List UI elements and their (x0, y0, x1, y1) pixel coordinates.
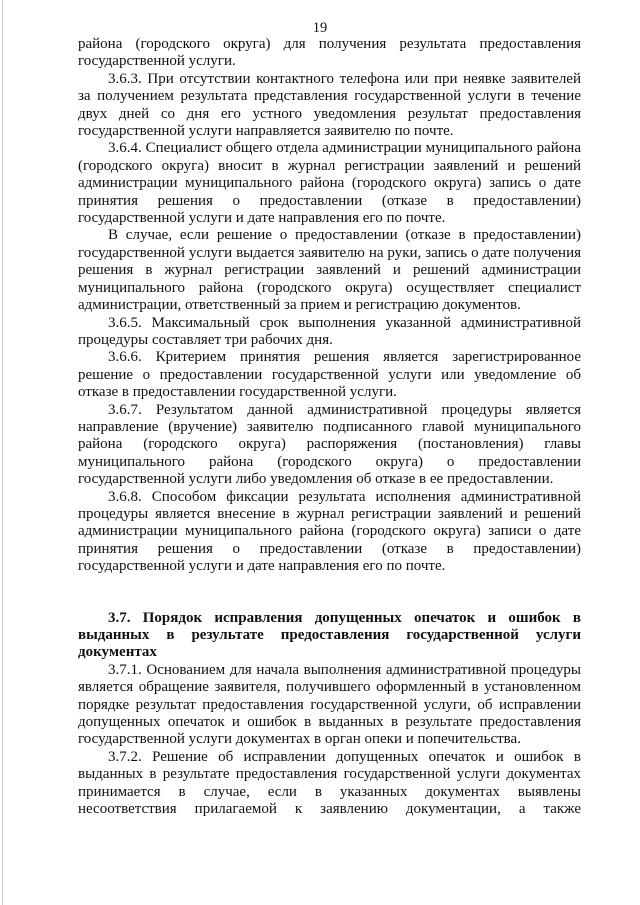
paragraph-3-6-5: 3.6.5. Максимальный срок выполнения указанной административной процедуры составляет три рабочих дня. (78, 314, 581, 348)
page-number: 19 (312, 20, 328, 36)
section-heading-3-7: 3.7. Порядок исправления допущенных опечаток и ошибок в выданных в результате предоставления государственной услуги документах (78, 609, 581, 661)
paragraph-continuation: района (городского округа) для получения результата предоставления государственной услуги. (78, 36, 581, 70)
paragraph-3-6-3: 3.6.3. При отсутствии контактного телефона или при неявке заявителей за получением результата представления государственной услуги в течение двух дней со дня его устного уведомления результат предоставления государственной услуги направляется заявителю по почте. (78, 70, 581, 140)
section-spacer (78, 593, 581, 610)
section-spacer (78, 576, 581, 593)
paragraph-3-6-7: 3.6.7. Результатом данной административной процедуры является направление (вручение) заявителю подписанного главой муниципального района (городского округа) распоряжения (постановления) главы муниципального района (городского округа) о предоставлении государственной услуги либо уведомления об отказе в ее предоставлении. (78, 401, 581, 488)
document-body (78, 36, 581, 818)
paragraph-3-7-2: 3.7.2. Решение об исправлении допущенных опечаток и ошибок в выданных в результате предоставления государственной услуги документах принимается в случае, если в указанных документах выявлены несоответствия прилагаемой к заявлению документации, а также (78, 748, 581, 818)
paragraph-3-6-8: 3.6.8. Способом фиксации результата исполнения административной процедуры является внесение в журнал регистрации заявлений и решений администрации муниципального района (городского округа) записи о дате принятия решения о предоставлении (отказе в предоставлении) государственной услуги и дате направления его по почте. (78, 488, 581, 575)
paragraph-3-6-4: 3.6.4. Специалист общего отдела администрации муниципального района (городского округа) вносит в журнал регистрации заявлений и решений администрации муниципального района (городского округа) запись о дате принятия решения о предоставлении (отказе в предоставлении) государственной услуги и дате направления его по почте. (78, 140, 581, 227)
paragraph-3-6-6: 3.6.6. Критерием принятия решения является зарегистрированное решение о предоставлении государственной услуги или уведомление об отказе в предоставлении государственной услуги. (78, 349, 581, 401)
paragraph-3-7-1: 3.7.1. Основанием для начала выполнения административной процедуры является обращение заявителя, получившего оформленный в установленном порядке результат предоставления государственной услуги, об исправлении допущенных опечаток и ошибок в выданных в результате предоставления государственной услуги документах в орган опеки и попечительства. (78, 661, 581, 748)
page-edge-rule (2, 0, 3, 905)
paragraph-3-6-4-case: В случае, если решение о предоставлении (отказе в предоставлении) государственной услуги выдается заявителю на руки, запись о дате получения решения в журнал регистрации заявлений и решений администрации муниципального района (городского округа) осуществляет специалист администрации, ответственный за прием и регистрацию документов. (78, 227, 581, 314)
